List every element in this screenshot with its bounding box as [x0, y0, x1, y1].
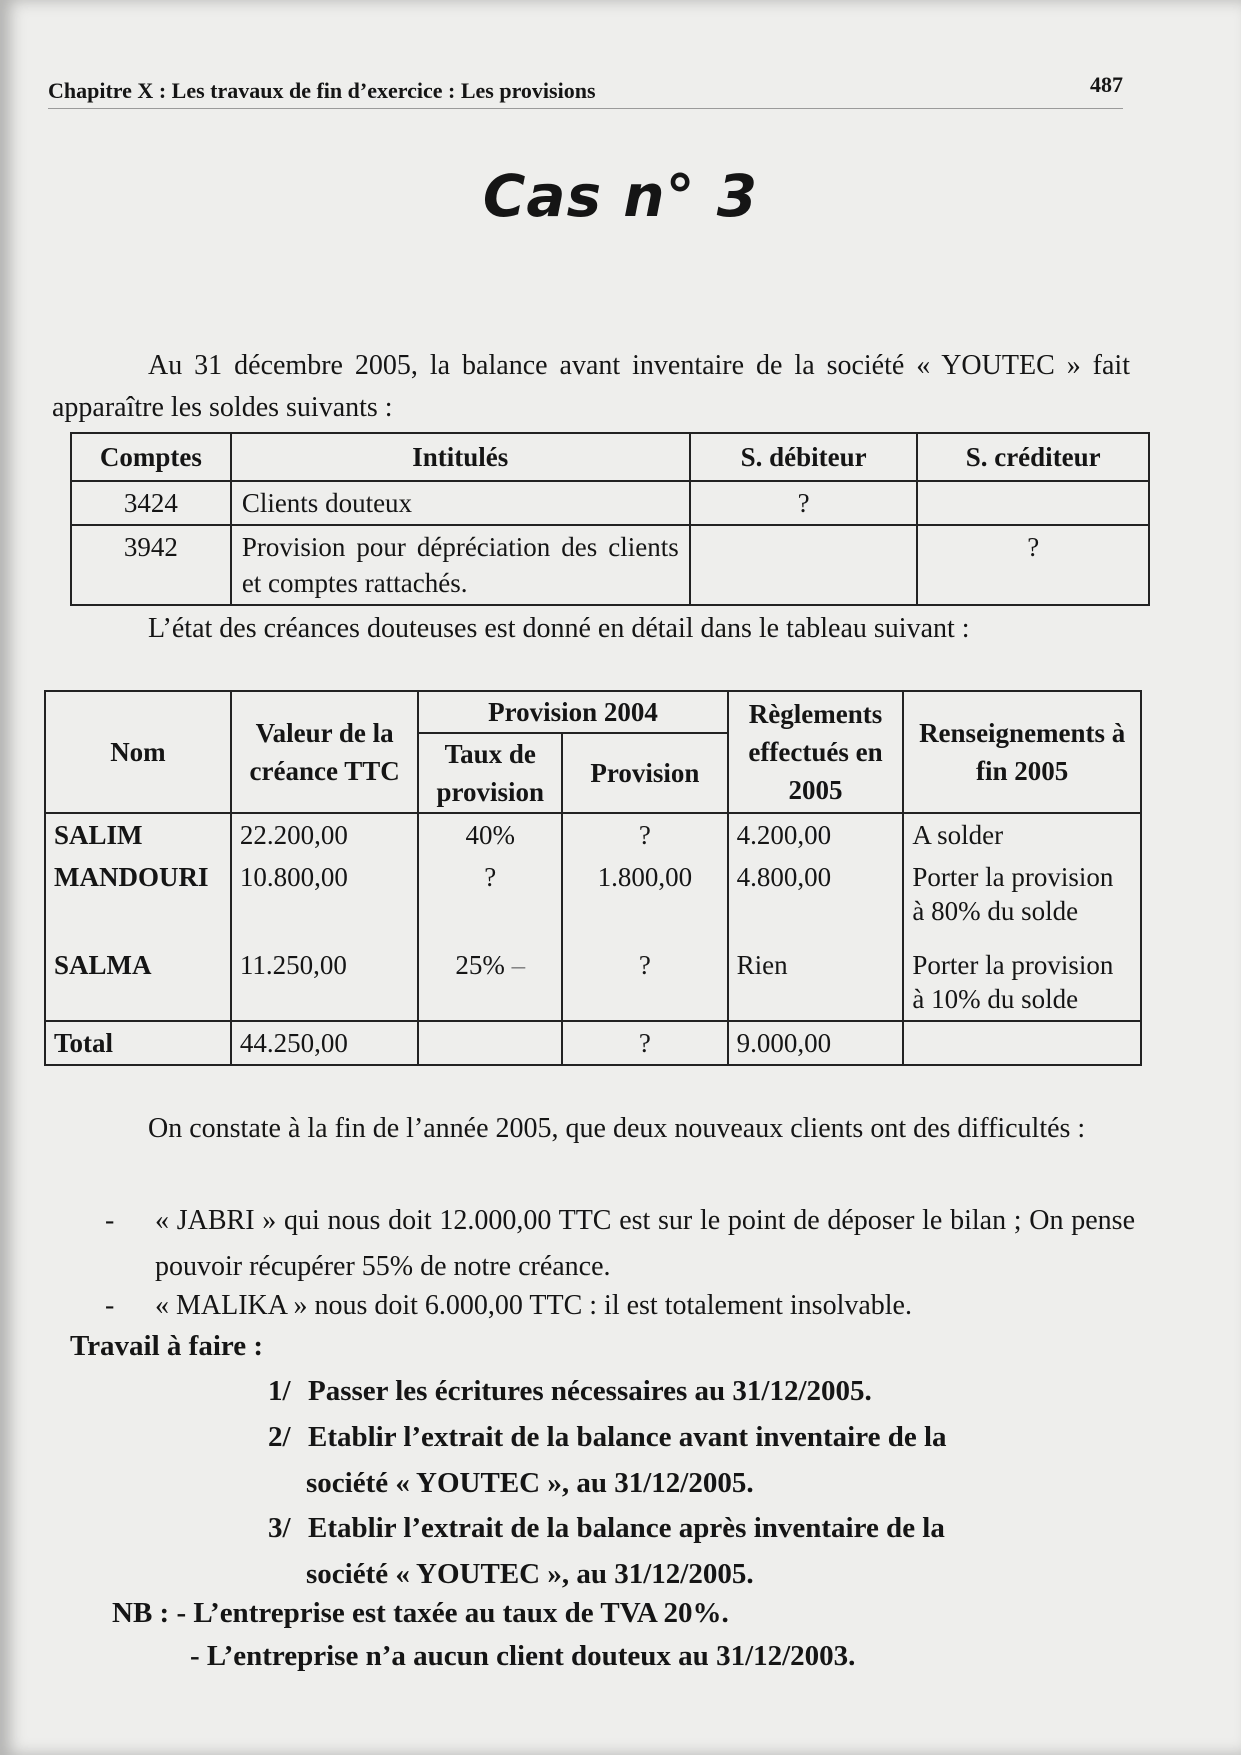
case-title: Cas n° 3	[482, 162, 759, 230]
cell-debit: ?	[690, 481, 918, 525]
cell-valeur: 22.200,00	[231, 813, 418, 856]
taux-value: 25%	[455, 950, 505, 980]
cell-total-renseignements	[903, 1021, 1141, 1065]
cell-provision: ?	[562, 932, 728, 1021]
task-number: 2/	[268, 1421, 291, 1453]
cell-renseignements: Porter la provision à 10% du solde	[903, 932, 1141, 1021]
task-text: Passer les écritures nécessaires au 31/12/2005.	[308, 1375, 872, 1407]
header-provision-2004: Provision 2004	[418, 691, 727, 733]
cell-renseignements: A solder	[903, 813, 1141, 856]
table-row	[45, 932, 1141, 1021]
task-number: 3/	[268, 1512, 291, 1544]
cell-nom: SALMA	[45, 932, 231, 1021]
header-provision: Provision	[562, 733, 728, 813]
list-item	[105, 1198, 1135, 1290]
cell-reglements: 4.800,00	[728, 856, 904, 932]
cell-intitule: Provision pour dépréciation des clients et comptes rattachés.	[231, 525, 690, 605]
cell-renseignements: Porter la provision à 80% du solde	[903, 856, 1141, 932]
cell-credit	[917, 481, 1149, 525]
work-title: Travail à faire :	[70, 1330, 264, 1362]
balance-header-row	[71, 433, 1149, 481]
task-text: Etablir l’extrait de la balance avant inventaire de la	[308, 1421, 947, 1453]
cell-intitule: Clients douteux	[231, 481, 690, 525]
constat-paragraph: On constate à la fin de l’année 2005, que deux nouveaux clients ont des difficultés :	[148, 1113, 1086, 1144]
cell-total-taux	[418, 1021, 562, 1065]
bullet-text: « JABRI » qui nous doit 12.000,00 TTC est sur le point de déposer le bilan ; On pense pouvoir récupérer 55% de notre créance.	[155, 1205, 1135, 1282]
header-comptes: Comptes	[71, 433, 231, 481]
cell-debit	[690, 525, 918, 605]
table-row	[71, 525, 1149, 605]
header-nom: Nom	[45, 691, 231, 813]
cell-provision: 1.800,00	[562, 856, 728, 932]
balance-table	[70, 432, 1150, 606]
task-text-continued: société « YOUTEC », au 31/12/2005.	[306, 1467, 754, 1499]
bullet-marker: -	[105, 1205, 115, 1236]
page-number: 487	[1090, 72, 1123, 97]
bullet-text: « MALIKA » nous doit 6.000,00 TTC : il est totalement insolvable.	[155, 1290, 912, 1321]
cell-credit: ?	[917, 525, 1149, 605]
header-debit: S. débiteur	[690, 433, 918, 481]
cell-reglements: 4.200,00	[728, 813, 904, 856]
cell-nom: SALIM	[45, 813, 231, 856]
cell-total-reglements: 9.000,00	[728, 1021, 904, 1065]
bullet-marker: -	[105, 1290, 115, 1321]
nb-note-2: - L’entreprise n’a aucun client douteux au 31/12/2003.	[190, 1640, 856, 1672]
task-item	[268, 1414, 1148, 1506]
header-valeur: Valeur de la créance TTC	[231, 691, 418, 813]
cell-total-label: Total	[45, 1021, 231, 1065]
header-credit: S. créditeur	[917, 433, 1149, 481]
cell-valeur: 11.250,00	[231, 932, 418, 1021]
cell-total-provision: ?	[562, 1021, 728, 1065]
cell-valeur: 10.800,00	[231, 856, 418, 932]
header-intitules: Intitulés	[231, 433, 690, 481]
cell-compte: 3942	[71, 525, 231, 605]
chapter-title: Chapitre X : Les travaux de fin d’exercice : Les provisions	[48, 78, 596, 103]
header-renseignements: Renseignements à fin 2005	[903, 691, 1141, 813]
task-item	[268, 1505, 1148, 1597]
task-item	[268, 1368, 1148, 1414]
creances-table	[44, 690, 1142, 1066]
table-row	[45, 813, 1141, 856]
cell-taux: 25% –	[418, 932, 562, 1021]
nb-note-1: NB : - L’entreprise est taxée au taux de TVA 20%.	[112, 1597, 729, 1629]
cell-reglements: Rien	[728, 932, 904, 1021]
header-reglements: Règlements effectués en 2005	[728, 691, 904, 813]
total-row	[45, 1021, 1141, 1065]
list-item	[105, 1283, 1135, 1329]
header-taux: Taux de provision	[418, 733, 562, 813]
task-text-continued: société « YOUTEC », au 31/12/2005.	[306, 1558, 754, 1590]
task-text: Etablir l’extrait de la balance après inventaire de la	[308, 1512, 945, 1544]
running-header	[48, 72, 1123, 109]
table-row	[45, 856, 1141, 932]
table-row	[71, 481, 1149, 525]
cell-total-valeur: 44.250,00	[231, 1021, 418, 1065]
intro-paragraph: Au 31 décembre 2005, la balance avant inventaire de la société « YOUTEC » fait apparaître les soldes suivants :	[52, 350, 1130, 423]
etat-paragraph: L’état des créances douteuses est donné en détail dans le tableau suivant :	[148, 613, 970, 644]
cell-compte: 3424	[71, 481, 231, 525]
cell-taux: ?	[418, 856, 562, 932]
task-number: 1/	[268, 1375, 291, 1407]
cell-provision: ?	[562, 813, 728, 856]
creances-header-row-1	[45, 691, 1141, 733]
cell-taux: 40%	[418, 813, 562, 856]
cell-nom: MANDOURI	[45, 856, 231, 932]
